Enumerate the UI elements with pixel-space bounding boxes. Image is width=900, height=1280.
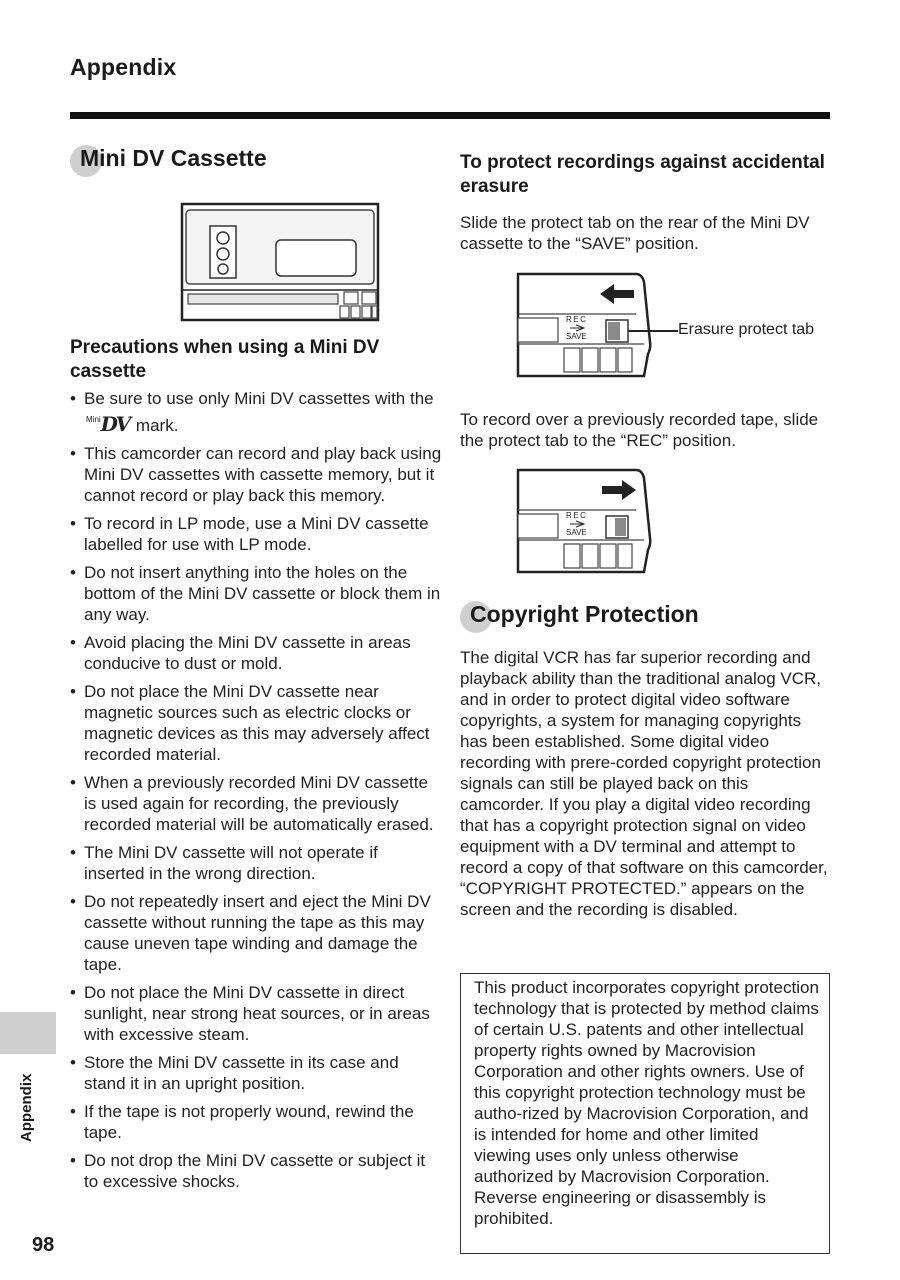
precautions-heading: Precautions when using a Mini DV cassette [70, 337, 380, 382]
mini-dv-cassette-illustration [176, 202, 384, 324]
mini-dv-logo-icon: $^{Mini}$DV [86, 412, 130, 436]
page-header-title: Appendix [70, 54, 177, 80]
page-number: 98 [32, 1234, 55, 1256]
side-section-label: Appendix [18, 1073, 35, 1142]
side-tab-marker [0, 1012, 56, 1054]
list-item: • Do not insert anything into the holes on the bottom of the Mini DV cassette or block them in any way. [70, 562, 442, 625]
copyright-text: The digital VCR has far superior recording and playback ability than the traditional analog VCR, and in order to protect digital video software copyrights, a system for managing copyrights has been established. Some digital video recording with prere-corded copyright protection signals can still be played back on this camcorder. If you play a digital video recording that has a copyright protection signal on video equipment with a DV terminal and attempt to record a copy of that software on this camcorder, “COPYRIGHT PROTECTED.” appears on the screen and the recording is disabled. [460, 648, 828, 919]
list-item: • Be sure to use only Mini DV cassettes with the $^{Mini}$DV mark. [70, 388, 442, 436]
macrovision-notice-box: This product incorporates copyright protection technology that is protected by method claims of certain U.S. patents and other intellectual property rights owned by Macrovision Corporation and other rights owners. Use of this copyright protection technology must be autho-rized by Macrovision Corporation, and is intended for home and other limited viewing uses only unless otherwise authorized by Macrovision Corporation. Reverse engineering or disassembly is prohibited. [460, 973, 830, 1254]
rec-label: REC [566, 511, 588, 520]
precautions-list [70, 388, 442, 1199]
list-item: • Do not drop the Mini DV cassette or subject it to excessive shocks. [70, 1150, 442, 1192]
protect-save-text: Slide the protect tab on the rear of the Mini DV cassette to the “SAVE” position. [460, 213, 810, 253]
list-item: • To record in LP mode, use a Mini DV cassette labelled for use with LP mode. [70, 513, 442, 555]
list-item: • Do not place the Mini DV cassette near magnetic sources such as electric clocks or magnetic devices as this may adversely affect recorded material. [70, 681, 442, 765]
erasure-protect-tab-callout: Erasure protect tab [678, 321, 815, 338]
list-item: • Do not place the Mini DV cassette in direct sunlight, near strong heat sources, or in areas with excessive steam. [70, 982, 442, 1045]
protect-heading: To protect recordings against accidental erasure [460, 152, 825, 197]
save-label: SAVE [566, 528, 587, 537]
save-label: SAVE [566, 332, 587, 341]
list-item: • When a previously recorded Mini DV cassette is used again for recording, the previously recorded material will be automatically erased. [70, 772, 442, 835]
protect-tab-rec-illustration [516, 468, 666, 576]
protect-rec-text: To record over a previously recorded tape, slide the protect tab to the “REC” position. [460, 410, 819, 450]
protect-tab-save-illustration [516, 272, 666, 380]
copyright-protection-heading: Copyright Protection [460, 601, 699, 628]
list-item: • Do not repeatedly insert and eject the Mini DV cassette without running the tape as this may cause uneven tape winding and damage the tape. [70, 891, 442, 975]
list-item: • If the tape is not properly wound, rewind the tape. [70, 1101, 442, 1143]
list-item: • Avoid placing the Mini DV cassette in areas conducive to dust or mold. [70, 632, 442, 674]
list-item: • This camcorder can record and play back using Mini DV cassettes with cassette memory, but it cannot record or play back this memory. [70, 443, 442, 506]
rec-label: REC [566, 315, 588, 324]
list-item: • The Mini DV cassette will not operate if inserted in the wrong direction. [70, 842, 442, 884]
header-rule [70, 112, 830, 119]
list-item: • Store the Mini DV cassette in its case and stand it in an upright position. [70, 1052, 442, 1094]
mini-dv-cassette-heading: Mini DV Cassette [70, 145, 267, 172]
